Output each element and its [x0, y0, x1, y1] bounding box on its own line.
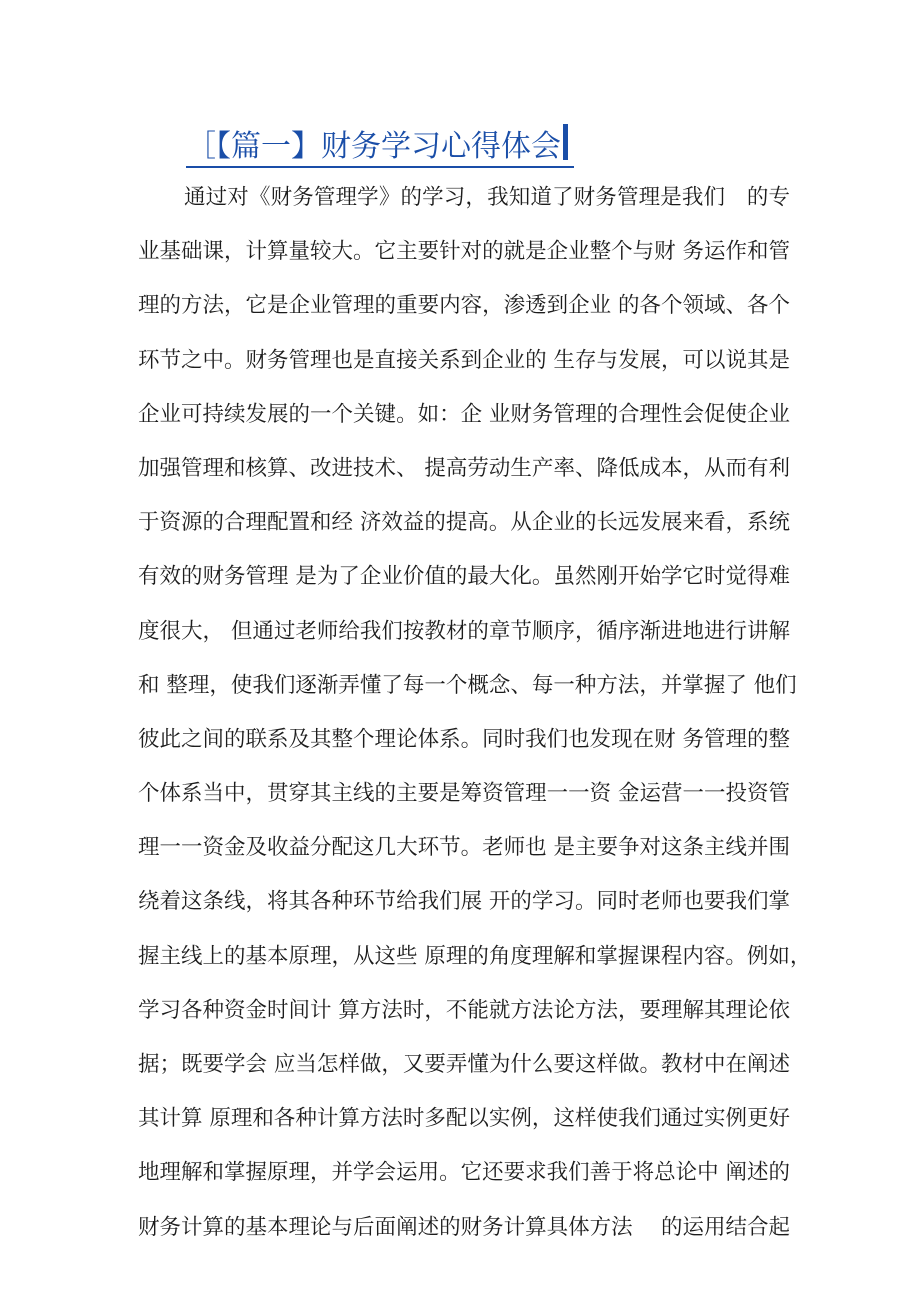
paragraph-line: 加强管理和核算、改进技术、 提高劳动生产率、降低成本，从而有利 — [138, 455, 790, 481]
document-title — [186, 124, 574, 168]
paragraph-line: 理的方法，它是企业管理的重要内容，渗透到企业 的各个领域、各个 — [138, 293, 790, 319]
document-title-text: ［【篇一】财务学习心得体会 — [186, 129, 561, 164]
paragraph-line: 业基础课，计算量较大。它主要针对的就是企业整个与财 务运作和管 — [138, 239, 790, 265]
paragraph-line: 绕着这条线，将其各种环节给我们展 开的学习。同时老师也要我们掌 — [138, 889, 790, 915]
paragraph-line: 握主线上的基本原理，从这些 原理的角度理解和掌握课程内容。例如， — [138, 943, 812, 969]
paragraph-line: 于资源的合理配置和经 济效益的提高。从企业的长远发展来看，系统 — [138, 510, 790, 536]
paragraph-line: 据；既要学会 应当怎样做，又要弄懂为什么要这样做。教材中在阐述 — [138, 1052, 790, 1077]
paragraph-line: 学习各种资金时间计 算方法时，不能就方法论方法，要理解其理论依 — [138, 997, 790, 1023]
text-cursor-bar — [563, 124, 568, 160]
paragraph-line: 其计算 原理和各种计算方法时多配以实例，这样使我们通过实例更好 — [138, 1106, 790, 1132]
paragraph-line: 度很大， 但通过老师给我们按教材的章节顺序，循序渐进地进行讲解 — [138, 618, 790, 644]
paragraph-line: 彼此之间的联系及其整个理论体系。同时我们也发现在财 务管理的整 — [138, 726, 790, 752]
paragraph-line: 有效的财务管理 是为了企业价值的最大化。虽然刚开始学它时觉得难 — [138, 564, 790, 590]
paragraph-line: 通过对《财务管理学》的学习，我知道了财务管理是我们 的专 — [184, 185, 790, 210]
paragraph-line: 企业可持续发展的一个关键。如：企 业财务管理的合理性会促使企业 — [138, 401, 790, 427]
paragraph-line: 和 整理，使我们逐渐弄懂了每一个概念、每一种方法，并掌握了 他们 — [138, 672, 797, 698]
paragraph-line: 地理解和掌握原理，并学会运用。它还要求我们善于将总论中 阐述的 — [138, 1160, 790, 1186]
document-body — [138, 171, 812, 1255]
paragraph-line: 环节之中。财务管理也是直接关系到企业的 生存与发展，可以说其是 — [138, 347, 790, 373]
paragraph-line: 理一一资金及收益分配这几大环节。老师也 是主要争对这条主线并围 — [138, 835, 790, 861]
paragraph-line: 个体系当中，贯穿其主线的主要是筹资管理一一资 金运营一一投资管 — [138, 781, 790, 807]
paragraph-line: 财务计算的基本理论与后面阐述的财务计算具体方法 的运用结合起 — [138, 1214, 790, 1240]
